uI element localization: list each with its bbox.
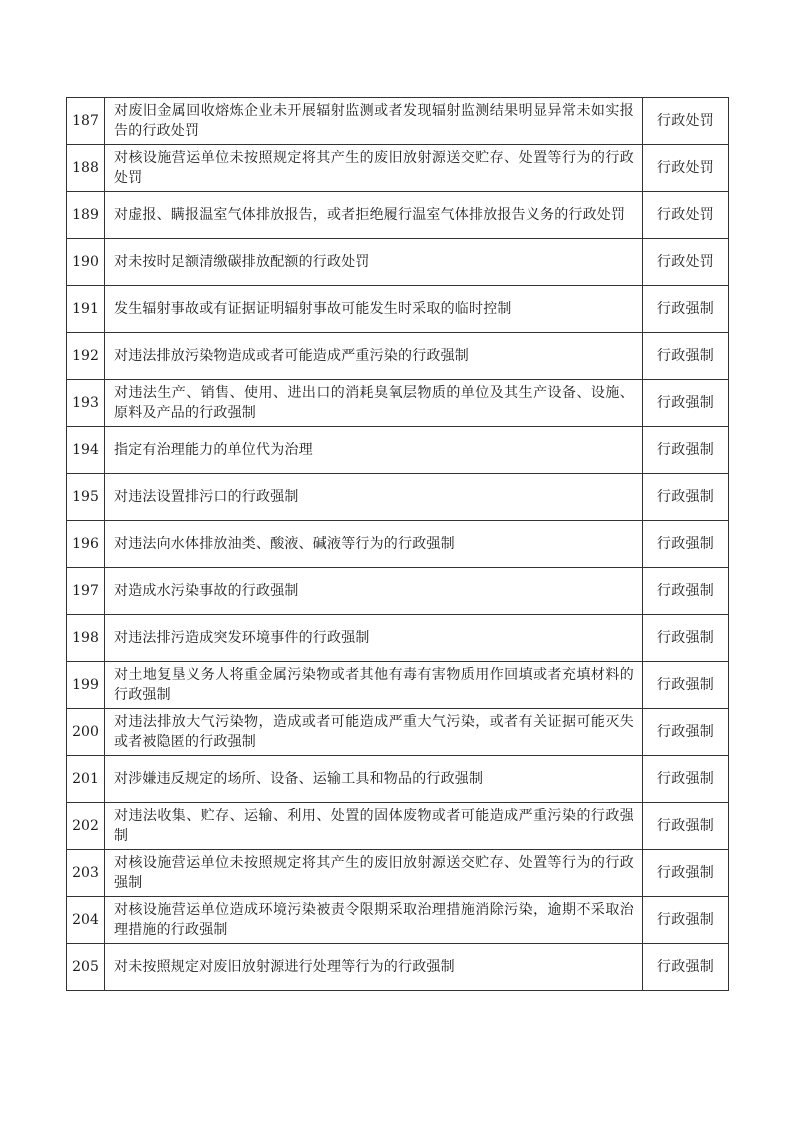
item-name: 对造成水污染事故的行政强制	[105, 568, 643, 615]
item-type: 行政强制	[643, 615, 729, 662]
table-row	[67, 521, 729, 568]
item-type: 行政处罚	[643, 98, 729, 145]
table-row	[67, 239, 729, 286]
item-name: 对核设施营运单位造成环境污染被责令限期采取治理措施消除污染，逾期不采取治理措施的行政强制	[105, 897, 643, 944]
row-number: 205	[67, 944, 105, 991]
row-number: 199	[67, 662, 105, 709]
row-number: 187	[67, 98, 105, 145]
table-row	[67, 709, 729, 756]
row-number: 192	[67, 333, 105, 380]
row-number: 198	[67, 615, 105, 662]
item-name: 指定有治理能力的单位代为治理	[105, 427, 643, 474]
row-number: 200	[67, 709, 105, 756]
item-name: 对违法收集、贮存、运输、利用、处置的固体废物或者可能造成严重污染的行政强制	[105, 803, 643, 850]
item-name: 对未按时足额清缴碳排放配额的行政处罚	[105, 239, 643, 286]
row-number: 188	[67, 145, 105, 192]
item-name: 对违法排放污染物造成或者可能造成严重污染的行政强制	[105, 333, 643, 380]
row-number: 193	[67, 380, 105, 427]
row-number: 191	[67, 286, 105, 333]
item-type: 行政强制	[643, 897, 729, 944]
table-row	[67, 756, 729, 803]
item-type: 行政处罚	[643, 239, 729, 286]
table-body	[67, 98, 729, 991]
item-type: 行政强制	[643, 380, 729, 427]
item-type: 行政强制	[643, 803, 729, 850]
table-row	[67, 333, 729, 380]
item-name: 对核设施营运单位未按照规定将其产生的废旧放射源送交贮存、处置等行为的行政处罚	[105, 145, 643, 192]
item-type: 行政处罚	[643, 145, 729, 192]
item-name: 对虚报、瞒报温室气体排放报告，或者拒绝履行温室气体排放报告义务的行政处罚	[105, 192, 643, 239]
table-row	[67, 286, 729, 333]
row-number: 201	[67, 756, 105, 803]
item-name: 发生辐射事故或有证据证明辐射事故可能发生时采取的临时控制	[105, 286, 643, 333]
item-name: 对核设施营运单位未按照规定将其产生的废旧放射源送交贮存、处置等行为的行政强制	[105, 850, 643, 897]
item-name: 对未按照规定对废旧放射源进行处理等行为的行政强制	[105, 944, 643, 991]
item-name: 对涉嫌违反规定的场所、设备、运输工具和物品的行政强制	[105, 756, 643, 803]
item-name: 对违法排放大气污染物，造成或者可能造成严重大气污染，或者有关证据可能灭失或者被隐匿的行政强制	[105, 709, 643, 756]
table-row	[67, 427, 729, 474]
table-row	[67, 662, 729, 709]
item-name: 对违法设置排污口的行政强制	[105, 474, 643, 521]
item-name: 对废旧金属回收熔炼企业未开展辐射监测或者发现辐射监测结果明显异常未如实报告的行政处罚	[105, 98, 643, 145]
table-row	[67, 568, 729, 615]
item-type: 行政强制	[643, 286, 729, 333]
row-number: 196	[67, 521, 105, 568]
row-number: 202	[67, 803, 105, 850]
table-row	[67, 615, 729, 662]
table-row	[67, 803, 729, 850]
row-number: 197	[67, 568, 105, 615]
row-number: 190	[67, 239, 105, 286]
row-number: 189	[67, 192, 105, 239]
table-row	[67, 192, 729, 239]
row-number: 195	[67, 474, 105, 521]
item-name: 对违法生产、销售、使用、进出口的消耗臭氧层物质的单位及其生产设备、设施、原料及产品的行政强制	[105, 380, 643, 427]
item-type: 行政强制	[643, 662, 729, 709]
table-row	[67, 850, 729, 897]
item-type: 行政强制	[643, 756, 729, 803]
table-row	[67, 145, 729, 192]
item-type: 行政强制	[643, 850, 729, 897]
table-row	[67, 474, 729, 521]
item-type: 行政强制	[643, 427, 729, 474]
table-row	[67, 380, 729, 427]
table-row	[67, 897, 729, 944]
power-list-table	[66, 97, 729, 991]
item-type: 行政强制	[643, 568, 729, 615]
row-number: 204	[67, 897, 105, 944]
item-type: 行政处罚	[643, 192, 729, 239]
item-name: 对违法向水体排放油类、酸液、碱液等行为的行政强制	[105, 521, 643, 568]
table-row	[67, 944, 729, 991]
item-type: 行政强制	[643, 474, 729, 521]
item-type: 行政强制	[643, 521, 729, 568]
item-type: 行政强制	[643, 709, 729, 756]
item-name: 对土地复垦义务人将重金属污染物或者其他有毒有害物质用作回填或者充填材料的行政强制	[105, 662, 643, 709]
item-name: 对违法排污造成突发环境事件的行政强制	[105, 615, 643, 662]
row-number: 203	[67, 850, 105, 897]
item-type: 行政强制	[643, 333, 729, 380]
row-number: 194	[67, 427, 105, 474]
item-type: 行政强制	[643, 944, 729, 991]
table-row	[67, 98, 729, 145]
